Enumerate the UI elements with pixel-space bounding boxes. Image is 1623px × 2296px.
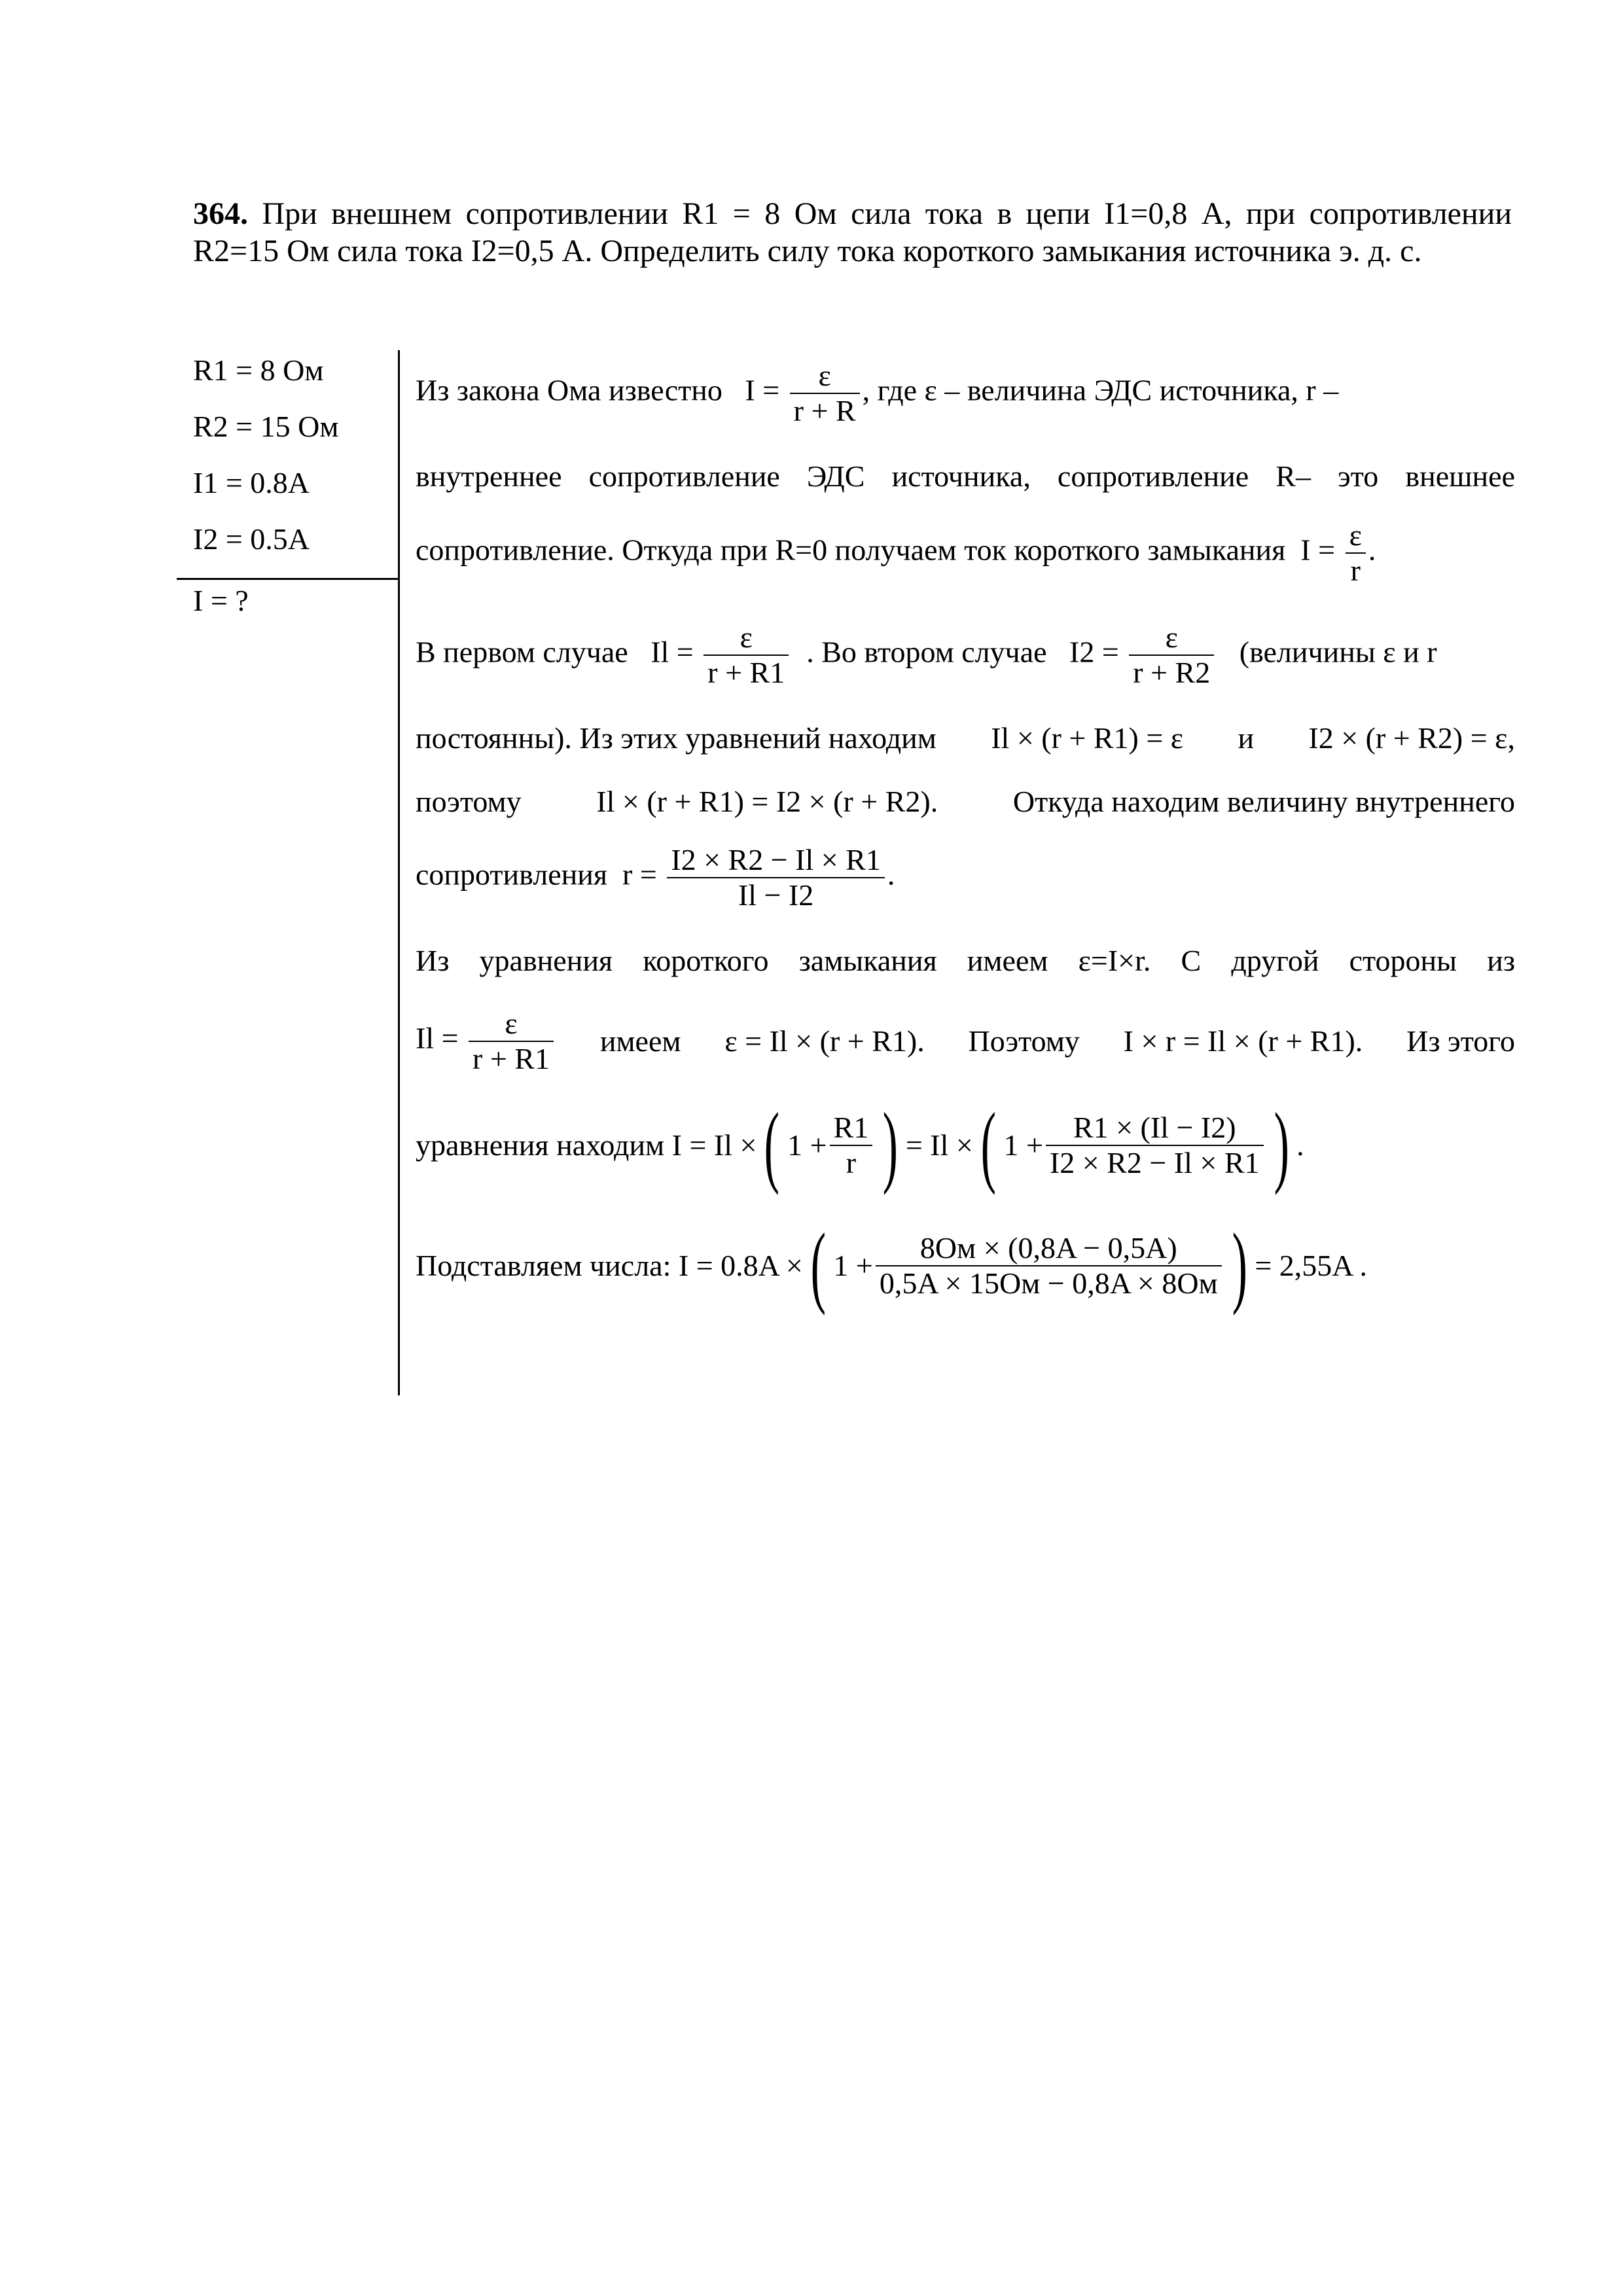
second-case-fraction: $\frac{\varepsilon}{r + R2}$ [1129, 620, 1214, 690]
solution-line-10: уравнения находим I = Il × ( 1 + $\frac{R1}{r}$ ) = Il × ( 1 + $\frac{R1 \times (Il - I2)}{I2 \times R2 - Il \times R1}$ ) . [416, 1094, 1304, 1196]
ratio-fraction: $\frac{R1}{r}$ [830, 1111, 873, 1180]
ohm-law-fraction: $\frac{\varepsilon}{r + R}$ [790, 359, 860, 428]
solution-line-11: Подставляем числа: I = 0.8A × ( 1 + $\frac{8Ом \times (0,8A - 0,5A)}{0,5A \times 15Ом - 0,8A \times 8Ом}$ ) = 2,55A . [416, 1215, 1367, 1316]
solution-line-1: Из закона Ома известно I = $\frac{\varepsilon}{r + R}$ , где ε – величина ЭДС источника, r – [416, 359, 1339, 427]
find-quantity: I = ? [193, 584, 249, 617]
final-formula-fraction: $\frac{R1 \times (Il - I2)}{I2 \times R2 - Il \times R1}$ [1046, 1111, 1264, 1180]
solution-line-9: Il = $\frac{\varepsilon}{r + R1}$ имеем ε = Il × (r + R1). Поэтому I × r = Il × (r + R1). Из этого [416, 1007, 1515, 1075]
internal-resistance-fraction: $\frac{I2 \times R2 - Il \times R1}{Il - I2}$ [667, 843, 885, 912]
solution-line-5: постоянны). Из этих уравнений находим Il × (r + R1) = ε и I2 × (r + R2) = ε, [416, 721, 1515, 755]
given-r1: R1 = 8 Ом [193, 353, 324, 387]
solution-line-8: Из уравнения короткого замыкания имеем ε=I×r. С другой стороны из [416, 944, 1515, 977]
solution-line-6: поэтому Il × (r + R1) = I2 × (r + R2). Откуда находим величину внутреннего [416, 785, 1515, 818]
final-answer: = 2,55A . [1255, 1249, 1367, 1282]
emf-fraction: $\frac{\varepsilon}{r + R1}$ [469, 1007, 554, 1076]
given-solution-separator [398, 350, 400, 1395]
given-divider [177, 578, 399, 580]
solution-line-3: сопротивление. Откуда при R=0 получаем ток короткого замыкания I = $\frac{\varepsilon}{r}$ . [416, 518, 1376, 587]
problem-number: 364. [193, 196, 248, 231]
given-i1: I1 = 0.8A [193, 466, 310, 499]
solution-line-4: В первом случае Il = $\frac{\varepsilon}{r + R1}$ . Во втором случае I2 = $\frac{\varepsilon}{r + R2}$ (величины ε и r [416, 620, 1437, 689]
solution-line-7: сопротивления r = $\frac{I2 \times R2 - Il \times R1}{Il - I2}$ . [416, 843, 895, 912]
first-case-fraction: $\frac{\varepsilon}{r + R1}$ [704, 620, 789, 690]
given-i2: I2 = 0.5A [193, 522, 310, 556]
solution-line-2: внутреннее сопротивление ЭДС источника, сопротивление R– это внешнее [416, 459, 1515, 493]
problem-text: При внешнем сопротивлении R1 = 8 Ом сила тока в цепи I1=0,8 А, при сопротивлении R2=15 Ом сила тока I2=0,5 А. Определить силу тока короткого замыкания источника э. д. с. [193, 196, 1512, 268]
numeric-fraction: $\frac{8Ом \times (0,8A - 0,5A)}{0,5A \times 15Ом - 0,8A \times 8Ом}$ [876, 1231, 1222, 1300]
short-circuit-fraction: $\frac{\varepsilon}{r}$ [1346, 518, 1366, 588]
problem-statement [193, 195, 1512, 270]
given-r2: R2 = 15 Ом [193, 410, 339, 443]
